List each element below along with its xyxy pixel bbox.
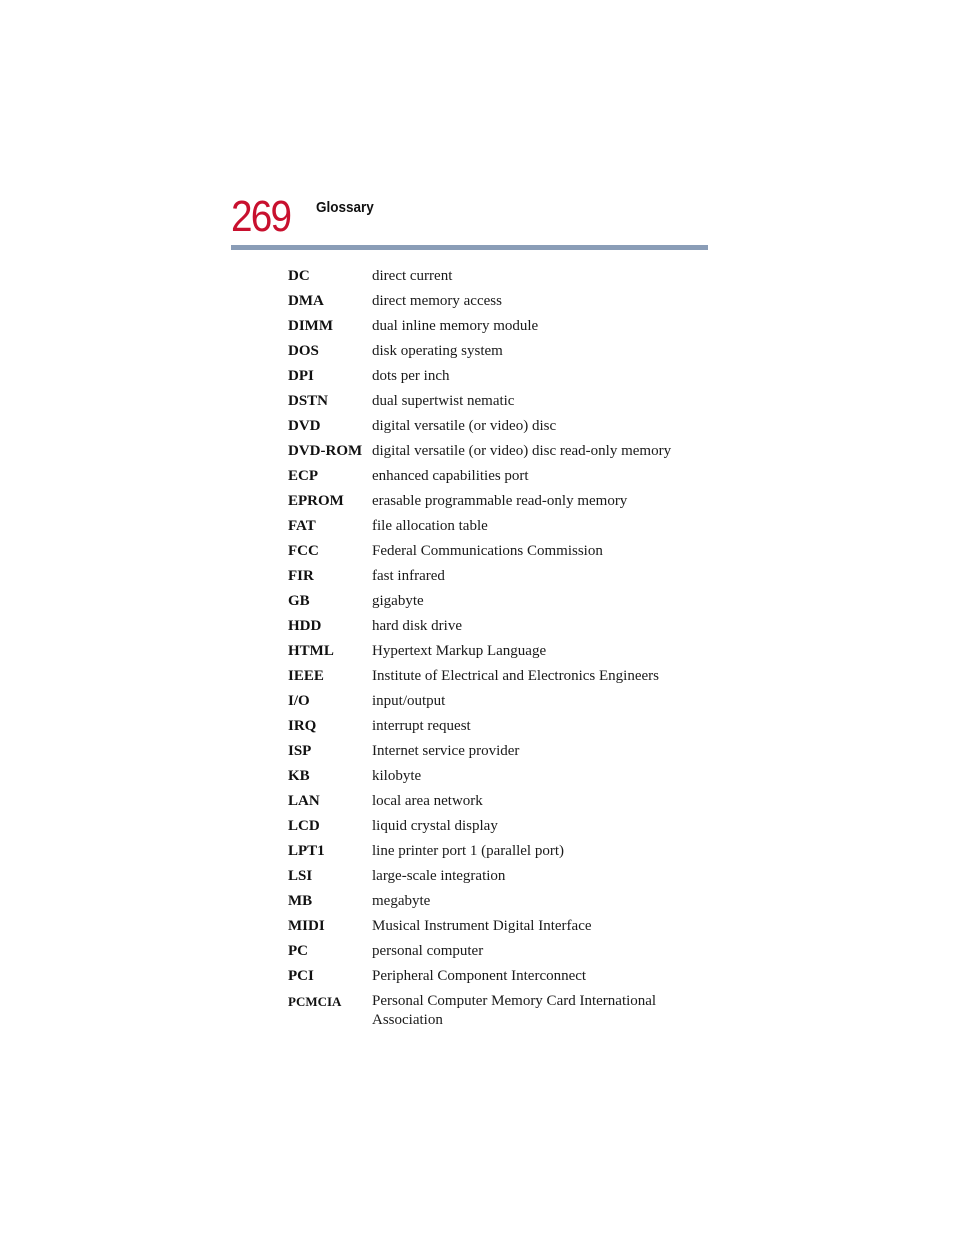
glossary-term: KB <box>288 768 310 784</box>
glossary-entry-io <box>288 692 688 717</box>
glossary-entry-fir <box>288 567 688 592</box>
glossary-entry-dimm <box>288 317 688 342</box>
glossary-entry-mb <box>288 892 688 917</box>
glossary-entry-html <box>288 642 688 667</box>
glossary-definition: Internet service provider <box>372 743 520 759</box>
glossary-term: MB <box>288 893 313 909</box>
page-number: 269 <box>231 192 291 241</box>
glossary-entry-lan <box>288 792 688 817</box>
glossary-entry-pc <box>288 942 688 967</box>
glossary-term: FAT <box>288 518 316 534</box>
glossary-definition: direct memory access <box>372 293 502 309</box>
glossary-definition: large-scale integration <box>372 868 506 884</box>
glossary-definition: personal computer <box>372 943 484 959</box>
glossary-entry-ecp <box>288 467 688 492</box>
glossary-definition: dual supertwist nematic <box>372 393 515 409</box>
glossary-term: HTML <box>288 643 334 659</box>
glossary-term: DMA <box>288 293 324 309</box>
glossary-term: DC <box>288 268 310 284</box>
glossary-definition: Peripheral Component Interconnect <box>372 968 587 984</box>
glossary-term: DVD <box>288 418 321 434</box>
glossary-definition: kilobyte <box>372 768 422 784</box>
glossary-term: PCMCIA <box>288 994 342 1009</box>
glossary-definition: Musical Instrument Digital Interface <box>372 918 592 934</box>
glossary-definition: digital versatile (or video) disc <box>372 418 557 434</box>
glossary-term: IEEE <box>288 668 324 684</box>
glossary-entry-kb <box>288 767 688 792</box>
glossary-entry-dvd <box>288 417 688 442</box>
glossary-definition: disk operating system <box>372 343 503 359</box>
glossary-term: PCI <box>288 968 314 984</box>
glossary-term: FIR <box>288 568 314 584</box>
glossary-term: PC <box>288 943 308 959</box>
glossary-definition: Federal Communications Commission <box>372 543 603 559</box>
glossary-entry-hdd <box>288 617 688 642</box>
glossary-entry-pcmcia <box>288 992 688 1030</box>
glossary-definition: liquid crystal display <box>372 818 498 834</box>
glossary-entry-midi <box>288 917 688 942</box>
glossary-term: FCC <box>288 543 319 559</box>
glossary-definition: dots per inch <box>372 368 450 384</box>
glossary-entry-ieee <box>288 667 688 692</box>
glossary-term: LSI <box>288 868 313 884</box>
glossary-entry-dc <box>288 267 688 292</box>
header-rule <box>231 245 708 250</box>
glossary-definition: megabyte <box>372 893 431 909</box>
section-title: Glossary <box>316 199 374 216</box>
glossary-entry-dos <box>288 342 688 367</box>
glossary-entry-isp <box>288 742 688 767</box>
glossary-term: HDD <box>288 618 322 634</box>
glossary-definition: digital versatile (or video) disc read-only memory <box>372 443 672 459</box>
glossary-entry-gb <box>288 592 688 617</box>
glossary-entry-dvd-rom <box>288 442 688 467</box>
glossary-entry-eprom <box>288 492 688 517</box>
glossary-term: MIDI <box>288 918 325 934</box>
glossary-definition: file allocation table <box>372 518 488 534</box>
glossary-term: EPROM <box>288 493 344 509</box>
glossary-entry-lpt1 <box>288 842 688 867</box>
glossary-definition: Hypertext Markup Language <box>372 643 547 659</box>
glossary-definition: Personal Computer Memory Card International Association <box>372 993 657 1028</box>
glossary-term: IRQ <box>288 718 317 734</box>
glossary-term: I/O <box>288 693 310 709</box>
glossary-term: ISP <box>288 743 312 759</box>
glossary-term: DOS <box>288 343 319 359</box>
glossary-definition: line printer port 1 (parallel port) <box>372 843 565 859</box>
glossary-term: LAN <box>288 793 320 809</box>
glossary-entry-dpi <box>288 367 688 392</box>
glossary-definition: enhanced capabilities port <box>372 468 529 484</box>
glossary-term: GB <box>288 593 310 609</box>
glossary-entry-fcc <box>288 542 688 567</box>
glossary-definition: gigabyte <box>372 593 424 609</box>
glossary-term: DPI <box>288 368 314 384</box>
glossary-term: DVD-ROM <box>288 443 363 459</box>
glossary-term: LPT1 <box>288 843 325 859</box>
glossary-term: DSTN <box>288 393 329 409</box>
glossary-definition: interrupt request <box>372 718 471 734</box>
glossary-definition: dual inline memory module <box>372 318 539 334</box>
glossary-term: DIMM <box>288 318 333 334</box>
glossary-entry-pci <box>288 967 688 992</box>
glossary-definition: Institute of Electrical and Electronics Engineers <box>372 668 659 684</box>
glossary-entry-lcd <box>288 817 688 842</box>
glossary-term: LCD <box>288 818 320 834</box>
glossary-term: ECP <box>288 468 318 484</box>
glossary-entry-dma <box>288 292 688 317</box>
glossary-definition: direct current <box>372 268 453 284</box>
glossary-entry-irq <box>288 717 688 742</box>
glossary-definition: fast infrared <box>372 568 445 584</box>
glossary-entry-lsi <box>288 867 688 892</box>
glossary-entry-fat <box>288 517 688 542</box>
glossary-definition: erasable programmable read-only memory <box>372 493 628 509</box>
glossary-definition: hard disk drive <box>372 618 462 634</box>
glossary-definition: input/output <box>372 693 446 709</box>
glossary-list <box>288 267 688 1030</box>
glossary-definition: local area network <box>372 793 483 809</box>
glossary-entry-dstn <box>288 392 688 417</box>
